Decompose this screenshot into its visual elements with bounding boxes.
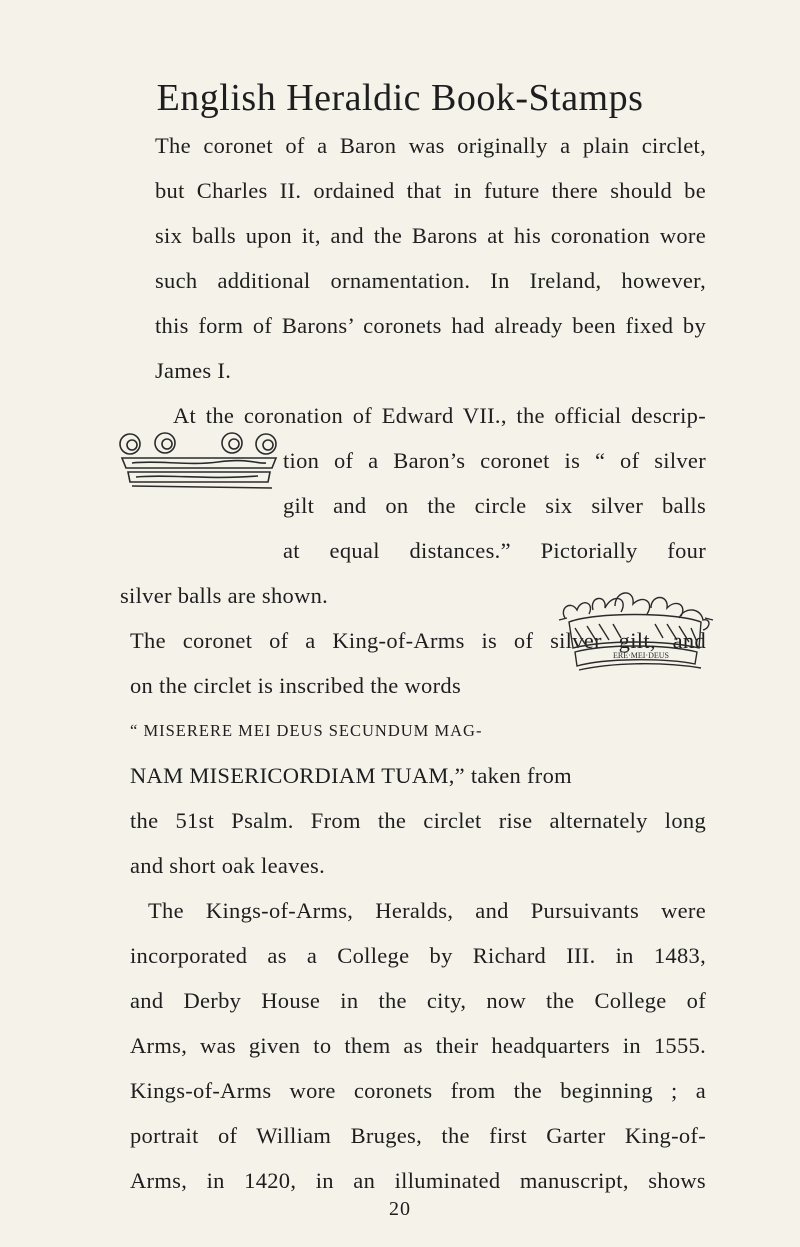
text-line: tion of a Baron’s coronet is “ of silver bbox=[283, 448, 706, 473]
text-line: NAM MISERICORDIAM TUAM,” taken from bbox=[130, 763, 572, 788]
text-line: The coronet of a Baron was originally a plain circlet, bbox=[155, 133, 706, 158]
text-line: and Derby House in the city, now the College of bbox=[130, 988, 706, 1013]
text-line: at equal distances.” Pictorially four bbox=[283, 538, 706, 563]
text-line: such additional ornamentation. In Ireland, however, bbox=[155, 268, 706, 293]
baron-coronet-illustration bbox=[118, 430, 280, 498]
text-line: Arms, was given to them as their headquarters in 1555. bbox=[130, 1033, 706, 1058]
text-line: The Kings-of-Arms, Heralds, and Pursuivants were bbox=[148, 898, 706, 923]
text-line: silver balls are shown. bbox=[120, 583, 329, 608]
text-line: six balls upon it, and the Barons at his coronation wore bbox=[155, 223, 706, 248]
coronet-band-text: ERE·MEI·DEUS bbox=[613, 651, 669, 660]
text-line: this form of Barons’ coronets had already been fixed by bbox=[155, 313, 706, 338]
text-line: and short oak leaves. bbox=[130, 853, 325, 878]
page-number: 20 bbox=[389, 1198, 411, 1220]
text-line: James I. bbox=[155, 358, 232, 383]
text-line: incorporated as a College by Richard III. in 1483, bbox=[130, 943, 706, 968]
running-head: English Heraldic Book-Stamps bbox=[156, 77, 644, 119]
text-line: “ MISERERE MEI DEUS SECUNDUM MAG- bbox=[130, 721, 483, 740]
king-of-arms-coronet-illustration bbox=[555, 588, 715, 684]
text-line: on the circlet is inscribed the words bbox=[130, 673, 462, 698]
text-line: the 51st Psalm. From the circlet rise alternately long bbox=[130, 808, 706, 833]
text-line: Arms, in 1420, in an illuminated manuscript, shows bbox=[130, 1168, 706, 1193]
text-line: The coronet of a King-of-Arms is of silver gilt, and bbox=[130, 628, 706, 653]
text-line: At the coronation of Edward VII., the official descrip- bbox=[173, 403, 706, 428]
text-line: but Charles II. ordained that in future there should be bbox=[155, 178, 706, 203]
text-line: portrait of William Bruges, the first Garter King-of- bbox=[130, 1123, 706, 1148]
text-line: Kings-of-Arms wore coronets from the beginning ; a bbox=[130, 1078, 706, 1103]
text-line: gilt and on the circle six silver balls bbox=[283, 493, 706, 518]
